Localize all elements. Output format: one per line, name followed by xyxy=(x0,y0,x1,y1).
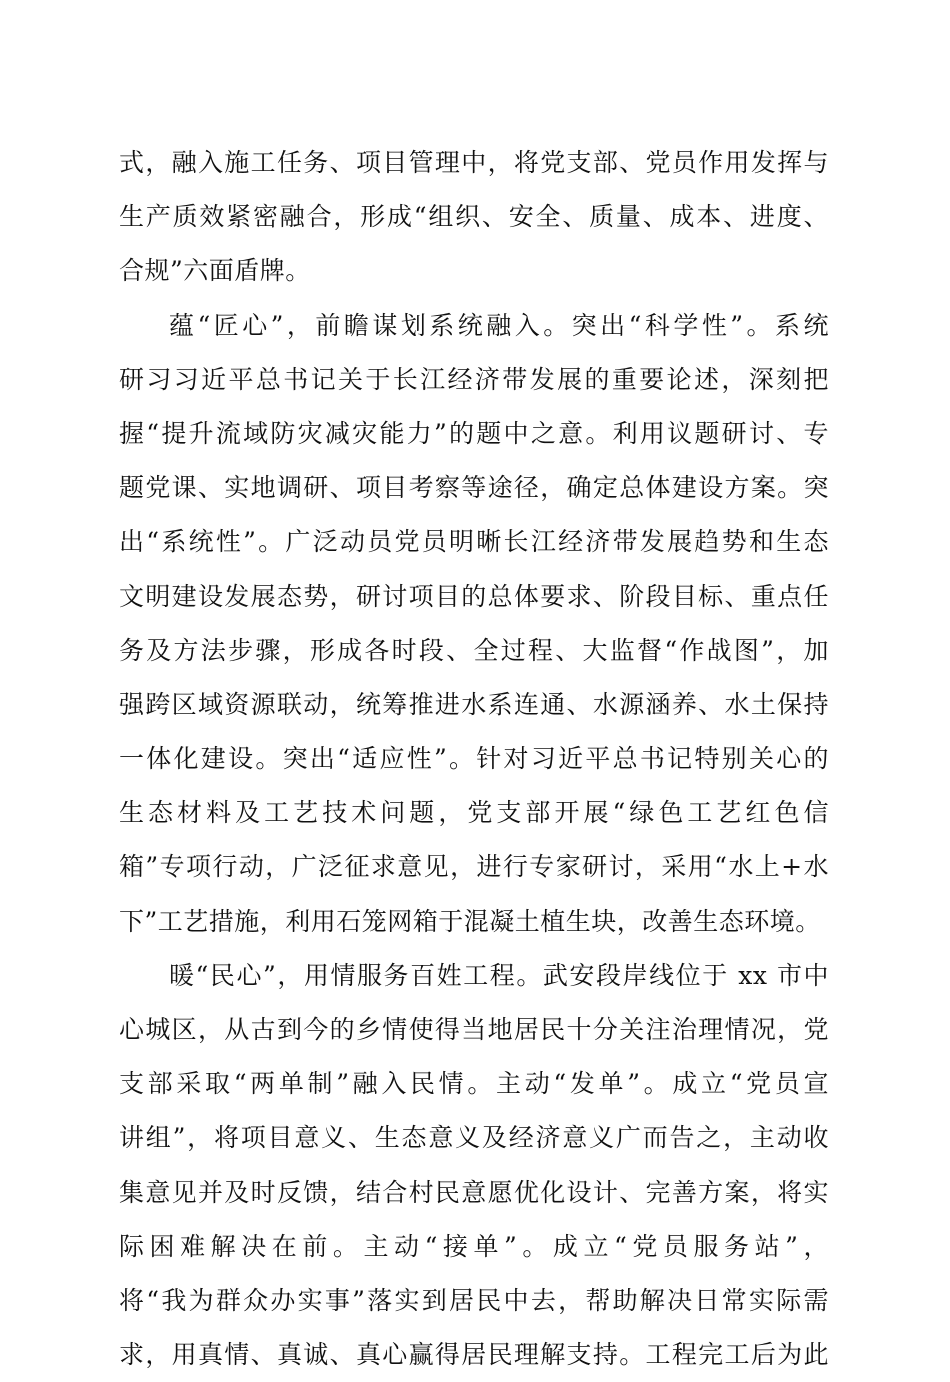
text-line: 箱”专项行动，广泛征求意见，进行专家研讨，采用“水上+水 xyxy=(119,852,829,882)
text-line: 心城区，从古到今的乡情使得当地居民十分关注治理情况，党 xyxy=(119,1015,829,1044)
text-line: 研习习近平总书记关于长江经济带发展的重要论述，深刻把 xyxy=(119,364,829,394)
body-text xyxy=(119,136,829,1382)
text-line: 下”工艺措施，利用石笼网箱于混凝土植生块，改善生态环境。 xyxy=(119,906,821,936)
text-line: 一体化建设。突出“适应性”。针对习近平总书记特别关心的 xyxy=(119,744,829,774)
text-line: 际困难解决在前。主动“接单”。成立“党员服务站”， xyxy=(119,1231,829,1261)
text-line: 出“系统性”。广泛动员党员明晰长江经济带发展趋势和生态 xyxy=(119,527,829,557)
text-line: 文明建设发展态势，研讨项目的总体要求、阶段目标、重点任 xyxy=(119,581,829,611)
text-line: 集意见并及时反馈，结合村民意愿优化设计、完善方案，将实 xyxy=(119,1177,829,1207)
text-line: 强跨区域资源联动，统筹推进水系连通、水源涵养、水土保持 xyxy=(119,689,829,719)
text-line: 将“我为群众办实事”落实到居民中去，帮助解决日常实际需 xyxy=(119,1285,829,1315)
text-line: 式，融入施工任务、项目管理中，将党支部、党员作用发挥与 xyxy=(119,148,829,177)
text-line: 务及方法步骤，形成各时段、全过程、大监督“作战图”，加 xyxy=(119,635,829,665)
text-line: 支部采取“两单制”融入民情。主动“发单”。成立“党员宣 xyxy=(119,1069,829,1099)
paragraph-start-line: 暖“民心”，用情服务百姓工程。武安段岸线位于 xx 市中 xyxy=(169,960,829,990)
text-line: 合规”六面盾牌。 xyxy=(119,256,311,286)
text-line: 握“提升流域防灾减灾能力”的题中之意。利用议题研讨、专 xyxy=(119,418,829,448)
paragraph-start-line: 蕴“匠心”，前瞻谋划系统融入。突出“科学性”。系统 xyxy=(169,310,829,340)
text-line: 求，用真情、真诚、真心赢得居民理解支持。工程完工后为此 xyxy=(119,1340,829,1370)
text-line: 生产质效紧密融合，形成“组织、安全、质量、成本、进度、 xyxy=(119,202,829,232)
text-line: 讲组”，将项目意义、生态意义及经济意义广而告之，主动收 xyxy=(119,1123,829,1153)
text-line: 题党课、实地调研、项目考察等途径，确定总体建设方案。突 xyxy=(119,473,829,503)
text-line: 生态材料及工艺技术问题，党支部开展“绿色工艺红色信 xyxy=(119,798,829,828)
